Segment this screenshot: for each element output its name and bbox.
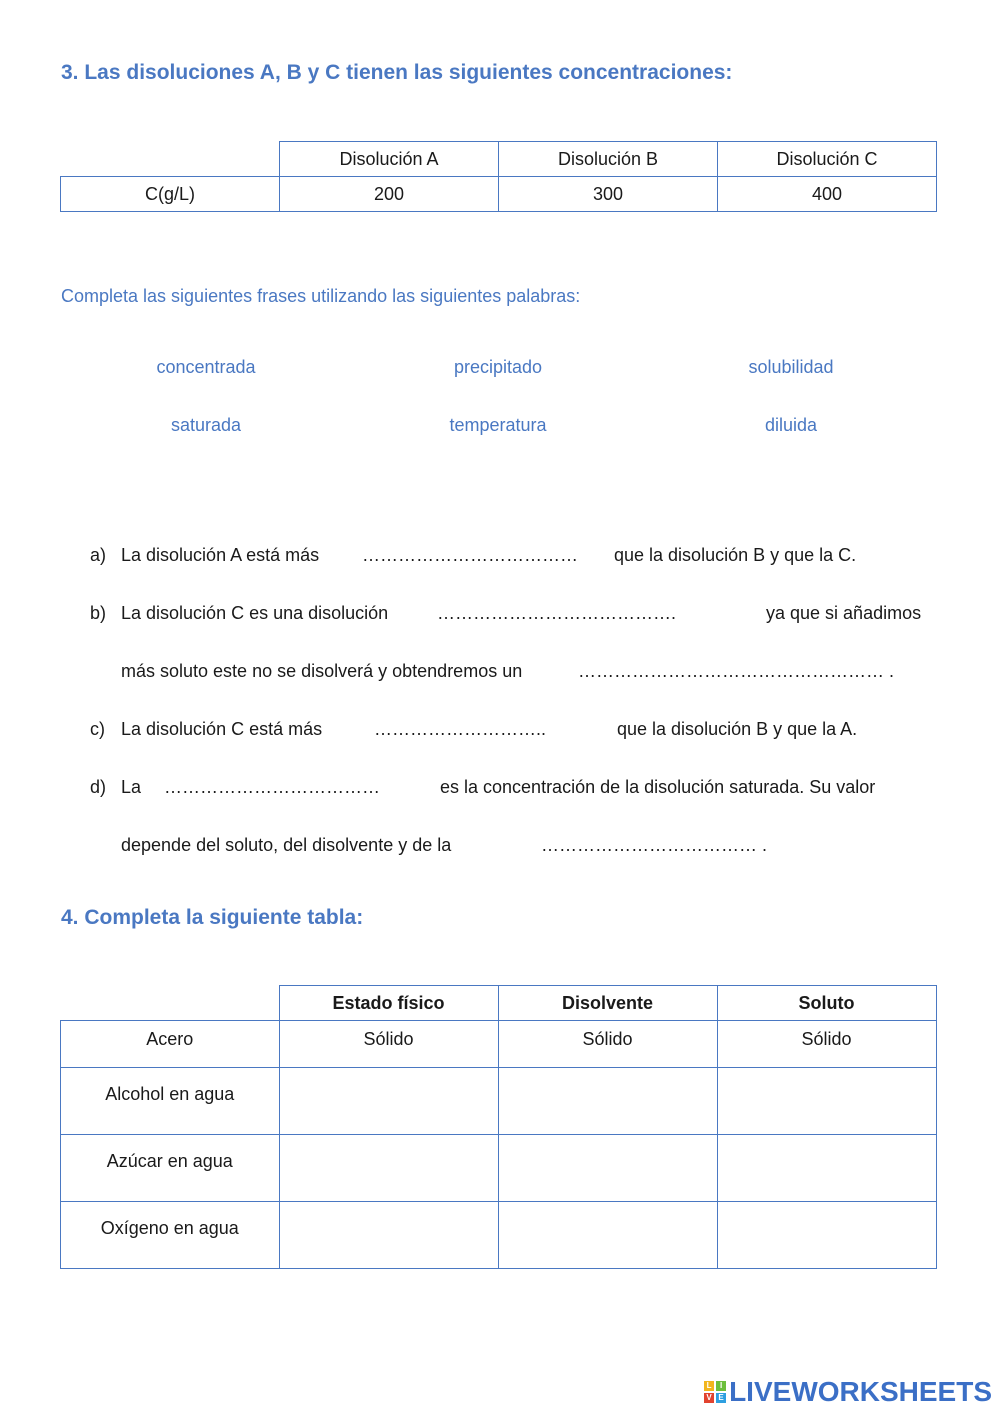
cell-alcohol-disolvente[interactable] [498,1068,717,1135]
concentration-table [60,141,937,212]
item-c-blank[interactable]: ……………………….. [374,719,547,739]
word-saturada: saturada [170,415,242,435]
row-label-acero: Acero [61,1021,280,1068]
header-disolucion-c: Disolución C [718,142,937,177]
cell-azucar-disolvente[interactable] [498,1135,717,1202]
logo-block-i: I [716,1381,726,1391]
item-a-text2: que la disolución B y que la C. [614,545,857,565]
cell-oxigeno-disolvente[interactable] [498,1202,717,1269]
logo-block-v: V [704,1393,714,1403]
table-row [61,1202,937,1269]
value-b: 300 [499,177,718,212]
row-label-azucar: Azúcar en agua [61,1135,280,1202]
header-disolvente: Disolvente [498,986,717,1021]
empty-corner-cell [61,142,280,177]
row-label-oxigeno: Oxígeno en agua [61,1202,280,1269]
header-soluto: Soluto [717,986,936,1021]
table-row [61,1135,937,1202]
cell-azucar-soluto[interactable] [717,1135,936,1202]
item-c-text2: que la disolución B y que la A. [617,719,858,739]
row-label-concentration: C(g/L) [61,177,280,212]
solutions-table [60,985,937,1269]
q4-heading: 4. Completa la siguiente tabla: [61,906,364,929]
item-d-continuation: depende del soluto, del disolvente y de la [121,835,452,855]
cell-acero-disolvente: Sólido [498,1021,717,1068]
row-label-alcohol: Alcohol en agua [61,1068,280,1135]
word-temperatura: temperatura [449,415,547,435]
value-c: 400 [718,177,937,212]
item-b-text1: La disolución C es una disolución [121,603,389,623]
logo-blocks-icon [704,1381,726,1403]
item-d-blank-2[interactable]: ……………………………… . [541,835,768,855]
item-d-text2: es la concentración de la disolución saturada. Su valor [440,777,876,797]
cell-alcohol-soluto[interactable] [717,1068,936,1135]
q3-heading: 3. Las disoluciones A, B y C tienen las siguientes concentraciones: [61,61,733,84]
item-b-letter: b) [90,603,107,623]
item-b-blank[interactable]: …………………………………. [437,603,677,623]
item-c-text1: La disolución C está más [121,719,323,739]
item-b-continuation: más soluto este no se disolverá y obtendremos un [121,661,523,681]
word-solubilidad: solubilidad [748,357,834,377]
item-d-letter: d) [90,777,107,797]
value-a: 200 [280,177,499,212]
item-b-text2: ya que si añadimos [766,603,922,623]
cell-acero-soluto: Sólido [717,1021,936,1068]
table-row [61,1021,937,1068]
logo-block-l: L [704,1381,714,1391]
logo-text: LIVEWORKSHEETS [729,1376,992,1407]
table-header-row [61,142,937,177]
item-b-blank-2[interactable]: …………………………………………… . [578,661,895,681]
item-d-blank[interactable]: ……………………………… [164,777,380,797]
table-header-row [61,986,937,1021]
word-precipitado: precipitado [453,357,543,377]
item-a-letter: a) [90,545,107,565]
liveworksheets-logo [704,1376,992,1408]
item-a-blank[interactable]: ……………………………… [362,545,578,565]
cell-oxigeno-estado[interactable] [279,1202,498,1269]
item-c-letter: c) [90,719,105,739]
word-concentrada: concentrada [156,357,256,377]
header-estado-fisico: Estado físico [279,986,498,1021]
word-diluida: diluida [764,415,818,435]
table-row [61,1068,937,1135]
item-d-text1: La [121,777,142,797]
cell-alcohol-estado[interactable] [279,1068,498,1135]
cell-oxigeno-soluto[interactable] [717,1202,936,1269]
logo-block-e: E [716,1393,726,1403]
header-disolucion-b: Disolución B [499,142,718,177]
header-disolucion-a: Disolución A [280,142,499,177]
cell-acero-estado: Sólido [279,1021,498,1068]
item-a-text1: La disolución A está más [121,545,320,565]
empty-corner-cell [61,986,280,1021]
instruction-text: Completa las siguientes frases utilizando las siguientes palabras: [61,286,581,306]
cell-azucar-estado[interactable] [279,1135,498,1202]
table-row [61,177,937,212]
